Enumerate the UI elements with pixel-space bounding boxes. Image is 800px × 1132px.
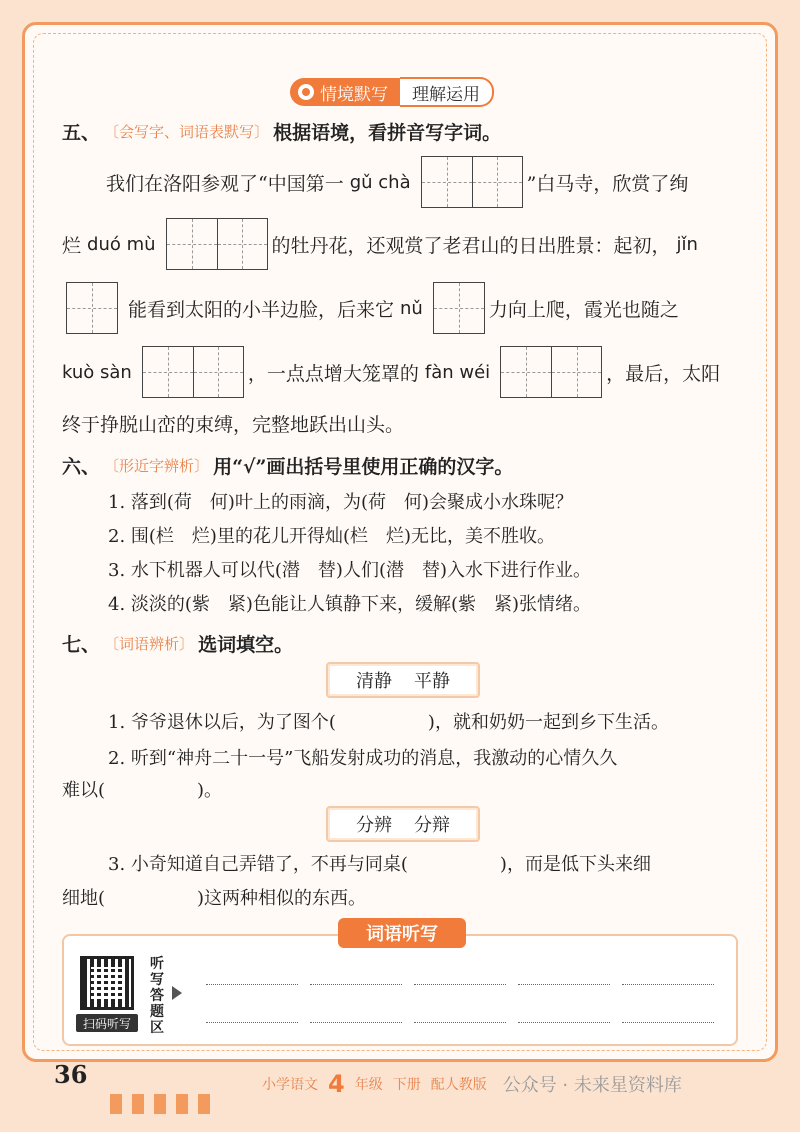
dictation-area-label: 听写答题区 xyxy=(150,956,164,1036)
s5-line3: 能看到太阳的小半边脸，后来它 nǔ 力向上爬，霞光也随之 xyxy=(62,282,679,334)
s6-item[interactable]: 3. 水下机器人可以代(潜 替)人们(潜 替)入水下进行作业。 xyxy=(108,560,591,581)
play-arrow-icon xyxy=(172,986,182,1000)
dictation-title: 词语听写 xyxy=(338,918,466,948)
section7-title: 七、 〔 词语辨析 〕 选词填空。 xyxy=(62,630,293,657)
dictation-line[interactable] xyxy=(518,1022,610,1023)
header-pill-secondary: 理解运用 xyxy=(400,77,494,107)
word-choice-box-2: 分辨 分辩 xyxy=(326,806,480,842)
decorative-stripes xyxy=(110,1094,210,1114)
s6-item[interactable]: 1. 落到(荷 何)叶上的雨滴，为(荷 何)会聚成小水珠呢？ xyxy=(108,492,573,513)
dictation-line[interactable] xyxy=(414,984,506,985)
s5-line5: 终于挣脱山峦的束缚，完整地跃出山头。 xyxy=(62,414,405,436)
footer: 小学语文 4 年级 下册 配人教版 公众号 · 未来星资料库 xyxy=(262,1070,682,1098)
section-header xyxy=(290,78,494,106)
dictation-line[interactable] xyxy=(206,1022,298,1023)
s7-q3-line2: 细地( )这两种相似的东西。 xyxy=(62,888,367,909)
s7-q2-line2: 难以( )。 xyxy=(62,780,223,801)
dictation-line[interactable] xyxy=(414,1022,506,1023)
dictation-line[interactable] xyxy=(310,984,402,985)
answer-grid[interactable] xyxy=(166,218,268,270)
dictation-line[interactable] xyxy=(622,1022,714,1023)
s5-line2: 烂 duó mù 的牡丹花，还观赏了老君山的日出胜景：起初， jǐn xyxy=(62,218,704,270)
answer-grid[interactable] xyxy=(66,282,118,334)
s6-item[interactable]: 4. 淡淡的(紫 紧)色能让人镇静下来，缓解(紫 紧)张情绪。 xyxy=(108,594,591,615)
word-choice-box-1: 清静 平静 xyxy=(326,662,480,698)
s7-q2-line1: 2. 听到“神舟二十一号”飞船发射成功的消息，我激动的心情久久 xyxy=(108,748,618,769)
s7-q3-line1: 3. 小奇知道自己弄错了，不再与同桌( )，而是低下头来细 xyxy=(108,854,651,875)
answer-grid[interactable] xyxy=(500,346,602,398)
dictation-line[interactable] xyxy=(518,984,610,985)
s5-line1: 我们在洛阳参观了“中国第一 gǔ chà ”白马寺，欣赏了绚 xyxy=(106,156,688,208)
s6-item[interactable]: 2. 围(栏 烂)里的花儿开得灿(栏 烂)无比，美不胜收。 xyxy=(108,526,555,547)
s7-q1: 1. 爷爷退休以后，为了图个( )，就和奶奶一起到乡下生活。 xyxy=(108,712,669,733)
dictation-line[interactable] xyxy=(622,984,714,985)
answer-grid[interactable] xyxy=(142,346,244,398)
answer-grid[interactable] xyxy=(421,156,523,208)
section5-title: 五、 〔 会写字、词语表默写 〕 根据语境，看拼音写字词。 xyxy=(62,118,501,145)
header-pill-primary: 情境默写 xyxy=(290,78,400,106)
qr-code-icon[interactable] xyxy=(80,956,134,1010)
page-number: 36 xyxy=(54,1060,88,1089)
dictation-line[interactable] xyxy=(310,1022,402,1023)
watermark: 公众号 · 未来星资料库 xyxy=(502,1075,682,1096)
s5-line4: kuò sàn ，一点点增大笼罩的 fàn wéi ，最后，太阳 xyxy=(62,346,720,398)
flower-icon xyxy=(298,84,314,100)
qr-label: 扫码听写 xyxy=(76,1014,138,1032)
dictation-line[interactable] xyxy=(206,984,298,985)
answer-grid[interactable] xyxy=(433,282,485,334)
section6-title: 六、 〔 形近字辨析 〕 用“√”画出括号里使用正确的汉字。 xyxy=(62,452,513,479)
